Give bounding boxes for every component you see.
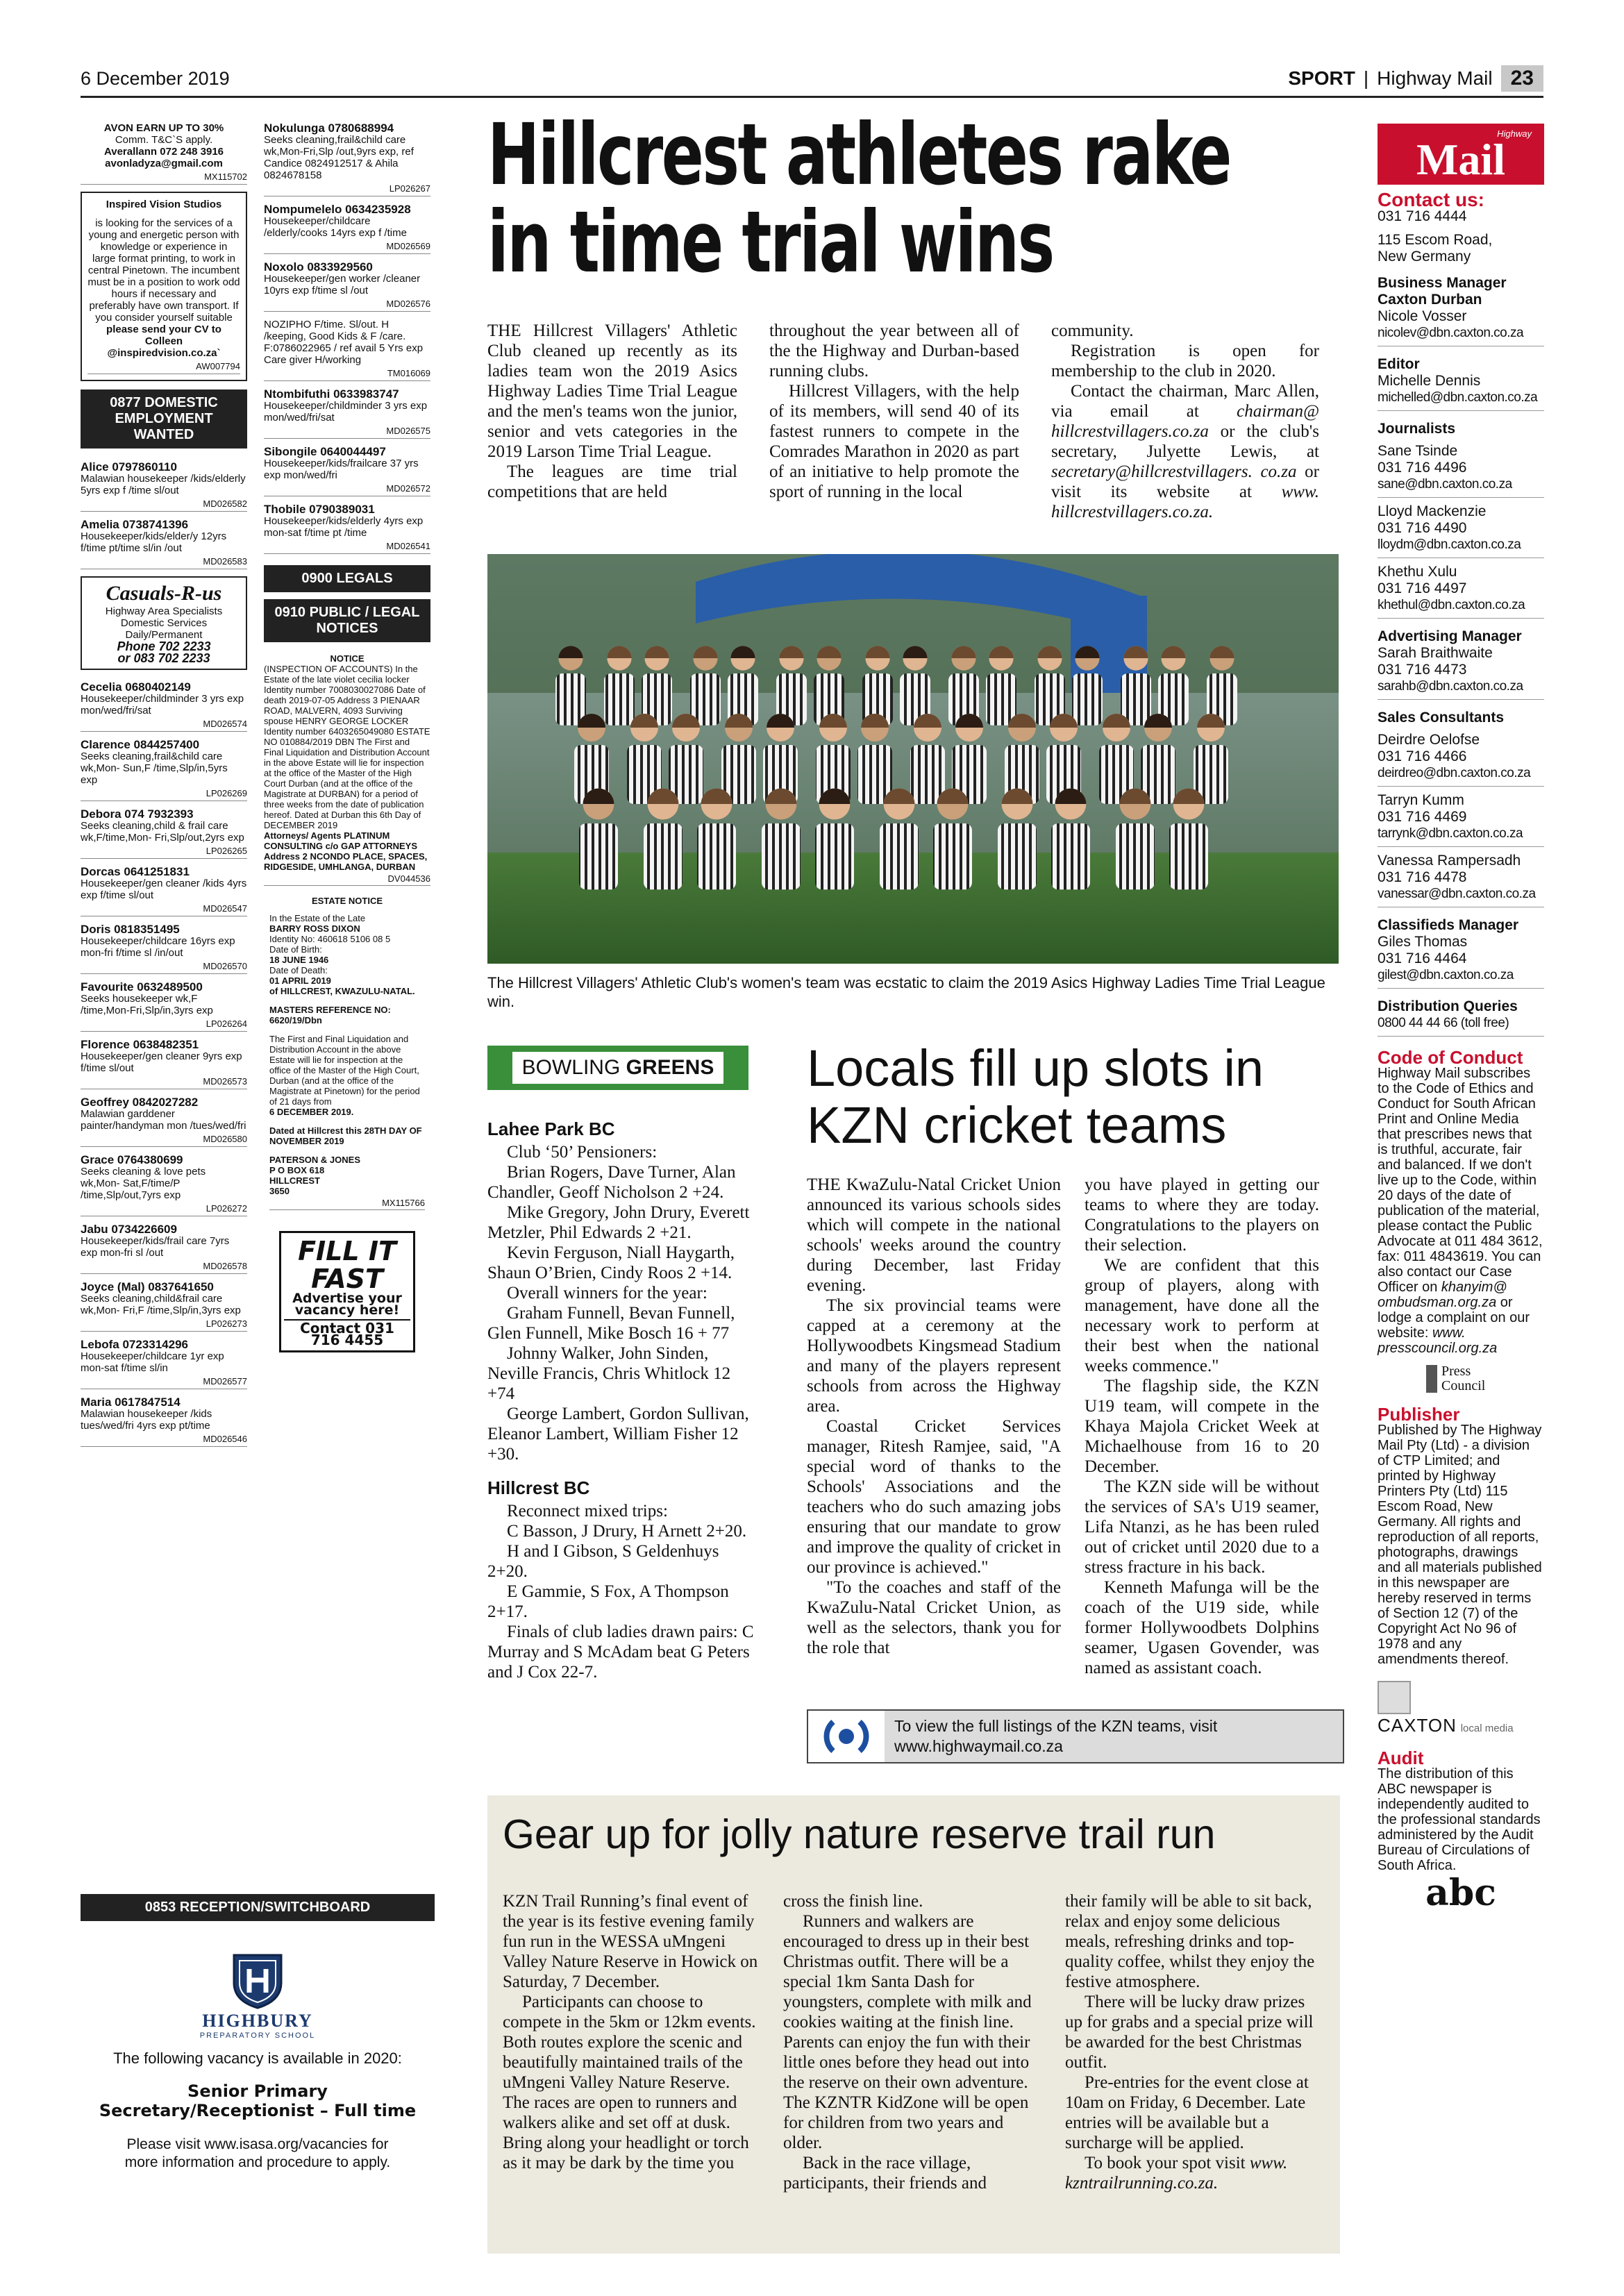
estate-line: P O BOX 618 <box>269 1165 325 1175</box>
main-phone: 031 716 4444 <box>1378 208 1467 224</box>
bowling-results <box>487 1119 758 1682</box>
sales-title: Sales Consultants <box>1378 710 1505 726</box>
classified-entry <box>81 1039 247 1089</box>
entry-text: Housekeeper/gen cleaner /kids 4yrs exp f/time sl/out <box>81 878 247 901</box>
inspired-title: Inspired Vision Studios <box>106 199 222 210</box>
chairman-email[interactable]: chairman@ hillcrestvillagers.co.za <box>1051 402 1319 441</box>
entry-name: Maria 0617847514 <box>81 1396 181 1409</box>
audit-text: The distribution of this ABC newspaper is independently audited to the professional standards administered by the Audit Bureau of Circulations of South Africa. <box>1378 1766 1541 1873</box>
editor-title: Editor <box>1378 356 1420 372</box>
ad-manager-title: Advertising Manager <box>1378 628 1522 644</box>
trail-col1 <box>503 1891 758 2173</box>
ad-manager-name: Sarah Braithwaite <box>1378 645 1493 661</box>
ad-ref: MD026574 <box>81 718 247 732</box>
contact-name: Khethu Xulu <box>1378 564 1457 580</box>
entry-text: Housekeeper/childcare /elderly/cooks 14yrs exp f /time <box>264 215 407 239</box>
ad-ref: MD026583 <box>81 555 247 569</box>
result-line: E Gammie, S Fox, A Thompson 2+17. <box>487 1582 729 1621</box>
avon-ad <box>81 122 247 185</box>
classified-entry <box>81 1281 247 1332</box>
ad-ref: LP026267 <box>264 183 430 196</box>
avon-email: avonladyza@gmail.com <box>105 158 223 169</box>
entry-text: Housekeeper/childminder 3 yrs exp mon/wed/fri/sat <box>81 693 244 717</box>
estate-line: of HILLCREST, KWAZULU-NATAL. <box>269 986 415 996</box>
highbury-position1: Senior Primary <box>187 2081 328 2101</box>
highbury-position2: Secretary/Receptionist – Full time <box>99 2101 417 2120</box>
text-span: Highway Mail subscribes to the Code of Ethics and Conduct for South African Print and Online Media that prescribes news that is truthful, accurate, fair and balanced. If we don't live up to the Code, within 20 days of the date of publication of the material, please contact the Public Advocate at 011 484 3612, fax: 011 4843619. You can also contact our Case Officer on <box>1378 1066 1543 1295</box>
classified-entry <box>264 388 430 439</box>
classified-entry <box>81 866 247 916</box>
classified-entry <box>81 981 247 1032</box>
paper-name: Highway Mail <box>1377 67 1493 89</box>
paragraph: their family will be able to sit back, relax and enjoy some delicious meals, refreshing drinks and top-quality coffee, whilst they enjoy the festive atmosphere. <box>1065 1892 1315 1991</box>
entry-text: Malawian garddener painter/handyman mon /tues/wed/fri <box>81 1108 246 1132</box>
highbury-visit: Please visit www.isasa.org/vacancies for more information and procedure to apply. <box>124 2136 391 2170</box>
lahee-heading: Lahee Park BC <box>487 1118 615 1139</box>
paragraph: throughout the year between all of the the Highway and Durban-based running clubs. <box>769 321 1019 380</box>
estate-line: The First and Final Liquidation and Distribution Account in the above Estate will lie for inspection at the office of the Master of the High Court, Durban (and at the office of the Magistrate at Pinetown) for the period of 21 days from <box>269 1034 420 1107</box>
classified-entry <box>81 1223 247 1274</box>
contact-phone: 031 716 4490 <box>1378 520 1467 536</box>
result-line: Finals of club ladies drawn pairs: C Murray and S McAdam beat G Peters and J Cox 22-7. <box>487 1623 754 1682</box>
contact-email[interactable]: deirdreo@dbn.caxton.co.za <box>1378 765 1544 787</box>
trail-headline: Gear up for jolly nature reserve trail run <box>503 1811 1216 1857</box>
fill-line3: Advertise your vacancy here! <box>292 1291 402 1318</box>
text-span: or the club's secretary, Julyette Lewis, at <box>1051 422 1319 461</box>
cricket-headline <box>807 1040 1264 1154</box>
classified-entry <box>264 446 430 496</box>
fill-it-fast-ad <box>279 1231 415 1352</box>
ad-ref: MD026573 <box>81 1075 247 1089</box>
paragraph: The KZN side will be without the services of SA's U19 seamer, Lifa Ntanzi, as he has been ruled out of cricket until 2020 due to a stress fracture in his back. <box>1085 1477 1319 1577</box>
result-line: Club ‘50’ Pensioners: <box>507 1143 658 1162</box>
classified-entry <box>81 808 247 859</box>
ad-ref: LP026272 <box>81 1203 247 1216</box>
entry-name: Debora 074 7932393 <box>81 807 194 821</box>
avon-title: AVON EARN UP TO 30% <box>103 122 224 134</box>
caxton-logo <box>1378 1681 1544 1737</box>
paragraph: you have played in getting our teams to where they are today. Congratulations to the players on their selection. <box>1085 1175 1319 1255</box>
entry-text: Malawian housekeeper /kids/elderly 5yrs exp f /time sl/out <box>81 473 246 496</box>
bowling-label-b: GREENS <box>626 1056 714 1079</box>
contact-name: Vanessa Rampersadh <box>1378 853 1521 869</box>
entry-text: Housekeeper/childcare 1yr exp mon-sat f/time sl/in <box>81 1350 224 1374</box>
abc-logo: abc <box>1425 1872 1496 1914</box>
team-photo-graphic <box>487 554 1339 964</box>
paragraph: community. <box>1051 321 1134 340</box>
code-of-conduct-title: Code of Conduct <box>1378 1047 1523 1068</box>
result-line: H and I Gibson, S Geldenhuys 2+20. <box>487 1542 719 1581</box>
entry-name: Ntombifuthi 0633983747 <box>264 387 399 401</box>
entry-text: Housekeeper/kids/frailcare 37 yrs exp mon/wed/fri <box>264 458 419 481</box>
club-website-link[interactable]: www. hillcrestvillagers.co.za. <box>1051 483 1319 521</box>
ad-ref: TM016069 <box>264 367 430 381</box>
main-article-col1 <box>487 321 737 502</box>
paragraph: THE Hillcrest Villagers' Athletic Club cleaned up recently as its ladies team won the 2019 Asics Highway Ladies Time Trial League and the men's teams won the junior, senior and vets categories in the 2019 Larson Time Trial League. <box>487 321 737 461</box>
press-text: Press <box>1441 1364 1471 1379</box>
address-line1: 115 Escom Road, <box>1378 232 1493 248</box>
highbury-intro: The following vacancy is available in 2020: <box>113 2050 402 2067</box>
entry-text: Housekeeper/kids/elder/y 12yrs f/time pt/time sl/in /out <box>81 530 227 554</box>
press-council-link[interactable]: www. presscouncil.org.za <box>1378 1325 1498 1356</box>
business-manager-name: Nicole Vosser <box>1378 308 1467 324</box>
estate-notice-title: ESTATE NOTICE <box>311 896 383 906</box>
estate-line: Date of Birth: <box>269 944 322 955</box>
bowling-greens-label <box>512 1052 724 1084</box>
entry-text: Seeks cleaning,child & frail care wk,F/time,Mon- Fri,Slp/out,2yrs exp <box>81 820 244 844</box>
estate-line: 18 JUNE 1946 <box>269 955 329 965</box>
contact-name: Sane Tsinde <box>1378 443 1458 459</box>
paragraph: Back in the race village, participants, their friends and <box>783 2154 987 2193</box>
contact-name: Lloyd Mackenzie <box>1378 503 1487 519</box>
casuals-phone1: Phone 702 2233 <box>117 639 211 653</box>
avon-line1: Comm. T&C`S apply. <box>115 134 213 146</box>
estate-line: MASTERS REFERENCE NO: 6620/19/Dbn <box>269 1005 391 1025</box>
entry-name: Joyce (Mal) 0837641650 <box>81 1280 214 1293</box>
journalists-title: Journalists <box>1378 421 1456 437</box>
main-headline-line2: in time trial wins <box>487 193 1053 292</box>
classified-entry <box>81 1096 247 1147</box>
classified-entry <box>81 1154 247 1216</box>
entry-text: Housekeeper/gen worker /cleaner 10yrs exp f/time sl /out <box>264 273 421 296</box>
paragraph: We are confident that this group of players, along with management, have done all the necessary work to perform at their best when the national weeks commence." <box>1085 1256 1319 1375</box>
contact-heading: Contact us: <box>1378 189 1484 210</box>
ad-ref: LP026264 <box>81 1018 247 1032</box>
entry-name: Nompumelelo 0634235928 <box>264 203 411 216</box>
ombudsman-email[interactable]: khanyim@ ombudsman.org.za <box>1378 1280 1507 1310</box>
entry-name: Nokulunga 0780688994 <box>264 121 394 135</box>
classifieds-manager-email[interactable]: gilest@dbn.caxton.co.za <box>1378 967 1544 989</box>
cricket-col2 <box>1085 1175 1319 1678</box>
classifieds-manager-name: Giles Thomas <box>1378 934 1468 950</box>
page-number: 23 <box>1501 65 1543 92</box>
trail-col2 <box>783 1891 1039 2193</box>
trail-col3 <box>1065 1891 1322 2193</box>
ad-ref: MD026541 <box>264 540 430 554</box>
estate-line: 3650 <box>269 1186 290 1196</box>
audit-title: Audit <box>1378 1748 1424 1768</box>
ad-ref: MD026580 <box>81 1133 247 1147</box>
entry-name: Amelia 0738741396 <box>81 518 189 531</box>
entry-text: Seeks housekeeper wk,F /time,Mon-Fri,Slp/in,3yrs exp <box>81 993 213 1016</box>
paragraph: "To the coaches and staff of the KwaZulu-Natal Cricket Union, as well as the selectors, thank you for the role that <box>807 1578 1061 1657</box>
contact-email[interactable]: vanessar@dbn.caxton.co.za <box>1378 886 1544 907</box>
classified-entry <box>81 1396 247 1447</box>
notice-title: NOTICE <box>330 653 365 664</box>
business-manager-email[interactable]: nicolev@dbn.caxton.co.za <box>1378 325 1544 346</box>
classified-entry <box>81 681 247 732</box>
entry-name: Clarence 0844257400 <box>81 738 200 751</box>
notice-text: (INSPECTION OF ACCOUNTS) In the Estate of the late violet cecilia locker Identity number 7008030027086 Date of death 2019-07-05 Address 3 PIENAAR ROAD, MALVERN, 4093 Surviving spouse HENRY GEORGE LOCKER Identity number 6403265049080 ESTATE NO 010884/2019 DBN The First and Final Liquidation and Distribution Account in the above Estate will lie for inspection at the office of the Master of the High Court Durban (and at the office of the Magistrate at DURBAN) for a period of three weeks from the date of publication hereof. Dated at Durban this 6th Day of DECEMBER 2019 <box>264 664 430 830</box>
entry-name: Geoffrey 0842027282 <box>81 1096 199 1109</box>
logo-text: Mail <box>1416 134 1505 184</box>
paragraph: Participants can choose to compete in the 5km or 12km events. Both routes explore the scenic and beautifully maintained trails of the uMngeni Valley Nature Reserve. The races are open to runners and walkers alike and set off at dusk. Bring along your headlight or torch as it may be dark by the time you <box>503 1993 756 2172</box>
estate-line: 01 APRIL 2019 <box>269 975 331 986</box>
issue-date: 6 December 2019 <box>81 68 230 89</box>
classified-entry <box>264 319 430 381</box>
header-rule <box>81 96 1543 98</box>
casuals-phone2: or 083 702 2233 <box>117 651 210 665</box>
logo-top: Highway <box>1497 128 1532 139</box>
highbury-ad <box>81 1950 435 2247</box>
inspired-cta: please send your CV to Colleen @inspiredvision.co.za` <box>106 324 221 359</box>
cricket-headline-line2: KZN cricket teams <box>807 1096 1227 1154</box>
hillcrest-results <box>487 1501 758 1682</box>
section-head-legals: 0900 LEGALS <box>264 565 430 592</box>
fill-contact: Contact 031 716 4455 <box>284 1319 410 1346</box>
kzn-listings-promo[interactable] <box>807 1709 1344 1763</box>
paragraph: KZN Trail Running’s final event of the year is its festive evening family fun run in the WESSA uMngeni Valley Nature Reserve in Howick on Saturday, 7 December. <box>503 1892 758 1991</box>
promo-link[interactable]: www.highwaymail.co.za <box>894 1737 1063 1755</box>
address-line2: New Germany <box>1378 249 1471 265</box>
paragraph: Kenneth Mafunga will be the coach of the U19 side, while former Hollywoodbets Dolphins seamer, Ugasen Govender, was named as assistant coach. <box>1085 1578 1319 1677</box>
entry-name: Grace 0764380699 <box>81 1153 183 1166</box>
casuals-line3: Daily/Permanent <box>125 629 203 641</box>
entry-name: Cecelia 0680402149 <box>81 680 191 694</box>
casuals-line2: Domestic Services <box>120 617 208 629</box>
entry-name: Alice 0797860110 <box>81 460 177 474</box>
team-photo <box>487 554 1339 964</box>
entries-list-a <box>81 461 247 569</box>
classifieds-column-2 <box>264 122 430 1352</box>
main-headline-line1: Hillcrest athletes rake <box>487 106 1230 204</box>
ad-ref: AW007794 <box>87 360 240 374</box>
press-council-icon <box>1426 1365 1437 1393</box>
contact-email[interactable]: tarrynk@dbn.caxton.co.za <box>1378 826 1544 847</box>
result-line: C Basson, J Drury, H Arnett 2+20. <box>507 1522 747 1541</box>
paragraph: Hillcrest Villagers, with the help of its members, will send 40 of its fastest runners to compete in the Comrades Marathon in 2020 as part of an initiative to help promote the sport of running in the local <box>769 382 1019 501</box>
header-divider: | <box>1363 67 1369 89</box>
classified-entry <box>81 1339 247 1389</box>
hillcrest-heading: Hillcrest BC <box>487 1477 590 1498</box>
ad-ref: LP026273 <box>81 1318 247 1332</box>
result-line: Mike Gregory, John Drury, Everett Metzler, Phil Edwards 2 +21. <box>487 1203 750 1242</box>
notice-inspection <box>264 653 430 886</box>
classified-entry <box>81 923 247 974</box>
lahee-results <box>487 1142 758 1464</box>
estate-line: Date of Death: <box>269 965 328 975</box>
contact-email[interactable]: khethul@dbn.caxton.co.za <box>1378 597 1544 619</box>
estate-line: HILLCREST <box>269 1175 320 1186</box>
estate-deceased: BARRY ROSS DIXON <box>269 923 360 934</box>
classified-entry <box>81 739 247 801</box>
highbury-name: HIGHBURY <box>202 2011 313 2031</box>
estate-line: In the Estate of the Late <box>269 913 366 923</box>
contact-phone: 031 716 4478 <box>1378 869 1467 885</box>
section-label: SPORT <box>1288 67 1355 89</box>
notice-attorneys: Attorneys/ Agents PLATINUM CONSULTING c/o GAP ATTORNEYS Address 2 NCONDO PLACE, SPACES, RIDGESIDE, UMHLANGA, DURBAN <box>264 830 428 872</box>
sidebar-contacts <box>1378 189 1544 1914</box>
result-line: Kevin Ferguson, Niall Haygarth, Shaun O’Brien, Cindy Roos 2 +14. <box>487 1243 735 1282</box>
inspired-vision-ad <box>81 192 247 381</box>
cricket-col1 <box>807 1175 1061 1658</box>
classified-entry <box>81 519 247 569</box>
promo-line1: To view the full listings of the KZN teams, visit <box>894 1717 1218 1735</box>
result-line: Reconnect mixed trips: <box>507 1502 668 1520</box>
highbury-sub: PREPARATORY SCHOOL <box>199 2031 316 2040</box>
ad-ref: LP026265 <box>81 845 247 859</box>
code-of-conduct-text <box>1378 1066 1544 1356</box>
entry-name: Sibongile 0640044497 <box>264 445 386 458</box>
paragraph: Registration is open for membership to the club in 2020. <box>1051 342 1319 380</box>
classified-entry <box>264 503 430 554</box>
distribution-phone: 0800 44 44 66 (toll free) <box>1378 1015 1544 1037</box>
classified-entry <box>264 203 430 254</box>
paragraph: Runners and walkers are encouraged to dress up in their best Christmas outfit. There will be a special 1km Santa Dash for youngsters, complete with milk and cookies waiting at the finish line. Parents can enjoy the fun with their little ones before they head out into the reserve on their own adventure. The KZNTR KidZone will be open for children from two years and older. <box>783 1912 1032 2152</box>
paragraph: Coastal Cricket Services manager, Ritesh Ramjee, said, "A special word of thanks to the Schools' Associations and the teachers who do such amazing jobs ensuring that our mandate to grow and improve the quality of cricket in our province is achieved." <box>807 1417 1061 1577</box>
contact-phone: 031 716 4496 <box>1378 460 1467 476</box>
journalists-list <box>1378 443 1544 619</box>
press-council-logo <box>1426 1364 1544 1393</box>
entry-name: Jabu 0734226609 <box>81 1223 177 1236</box>
estate-line: PATERSON & JONES <box>269 1155 360 1165</box>
entry-text: Seeks cleaning & love pets wk,Mon- Sat,F/time/P /time,Slp/out,7yrs exp <box>81 1166 206 1201</box>
ad-ref: DV044536 <box>264 873 430 886</box>
broadcast-icon <box>808 1711 885 1762</box>
page-header-right <box>1288 65 1543 92</box>
classifieds-column-1 <box>81 122 247 1454</box>
classified-entry <box>264 261 430 312</box>
entry-name: Dorcas 0641251831 <box>81 865 190 878</box>
text-span: or lodge a complaint on our website: <box>1378 1295 1530 1341</box>
entry-text: Seeks cleaning,frail&child care wk,Mon-Fri,Slp /out,9yrs exp, ref Candice 0824912517 & Ahila 0824678158 <box>264 134 414 181</box>
ad-ref: MD026578 <box>81 1260 247 1274</box>
caxton-sub: local media <box>1460 1723 1514 1734</box>
entry-text: Housekeeper/gen cleaner 9yrs exp f/time sl/out <box>81 1050 242 1074</box>
paragraph: There will be lucky draw prizes up for grabs and a special prize will be awarded for the best Christmas outfit. <box>1065 1993 1314 2072</box>
contact-name: Tarryn Kumm <box>1378 792 1464 808</box>
contact-email[interactable]: sane@dbn.caxton.co.za <box>1378 476 1544 498</box>
ad-ref: MD026569 <box>264 240 430 254</box>
ad-ref: MD026546 <box>81 1433 247 1447</box>
section-head-public-notices: 0910 PUBLIC / LEGAL NOTICES <box>264 599 430 642</box>
main-article-col3 <box>1051 321 1319 522</box>
text-span: Contact the chairman, Marc Allen, via email at <box>1051 382 1319 421</box>
paragraph: The leagues are time trial competitions that are held <box>487 462 737 501</box>
inspired-text: is looking for the services of a young and energetic person with knowledge or experience in large format printing, to work in central Pinetown. The incumbent must be in a position to work odd hours if necessary and preferably have own transport. If you consider yourself suitable <box>87 217 240 324</box>
text-span: or visit its website at <box>1051 462 1319 501</box>
fill-line1: FILL IT <box>298 1236 396 1266</box>
bowling-label-a: BOWLING <box>521 1056 621 1079</box>
ad-ref: MD026547 <box>81 903 247 916</box>
entry-text: Housekeeper/childminder 3 yrs exp mon/wed/fri/sat <box>264 400 428 424</box>
trail-website-link[interactable]: www. kzntrailrunning.co.za. <box>1065 2154 1288 2193</box>
avon-phone: Averallann 072 248 3916 <box>103 146 224 158</box>
ad-ref: MD026572 <box>264 483 430 496</box>
ad-ref: MD026582 <box>81 498 247 512</box>
contact-phone: 031 716 4497 <box>1378 580 1467 596</box>
estate-line: Dated at Hillcrest this 28TH DAY OF NOVEMBER 2019 <box>269 1125 422 1146</box>
casuals-logo: Casuals-R-us <box>106 582 222 605</box>
ad-manager-phone: 031 716 4473 <box>1378 662 1467 678</box>
contact-email[interactable]: lloydm@dbn.caxton.co.za <box>1378 537 1544 558</box>
ad-ref: LP026269 <box>81 787 247 801</box>
bowling-greens-banner <box>487 1046 748 1090</box>
ad-ref: MX115766 <box>269 1198 425 1210</box>
estate-line: Identity No: 460618 5106 08 5 <box>269 934 391 944</box>
paragraph: The six provincial teams were capped at a ceremony at the Hollywoodbets Kingsmead Stadium and many of the players represent schools from across the Highway area. <box>807 1296 1061 1416</box>
paragraph: THE KwaZulu-Natal Cricket Union announced its various schools sides which will compete in the national schools' weeks around the country during December, last Friday evening. <box>807 1175 1061 1295</box>
estate-notice <box>264 896 430 1210</box>
business-manager-title: Business Manager Caxton Durban <box>1378 275 1507 308</box>
entry-name: Doris 0818351495 <box>81 923 180 936</box>
caxton-emblem-icon <box>1378 1681 1411 1714</box>
entry-text: Seeks cleaning,frail&child care wk,Mon- Sun,F /time,Slp/in,5yrs exp <box>81 751 228 786</box>
casuals-line1: Highway Area Specialists <box>105 605 223 617</box>
text-span: To book your spot visit <box>1085 2154 1246 2172</box>
ad-ref: MX115702 <box>81 171 247 185</box>
photo-caption: The Hillcrest Villagers' Athletic Club's women's team was ecstatic to claim the 2019 Asics Highway Ladies Time Trial League win. <box>487 974 1325 1010</box>
paragraph: cross the finish line. <box>783 1892 923 1911</box>
entry-name: Favourite 0632489500 <box>81 980 203 994</box>
entry-name: Noxolo 0833929560 <box>264 260 373 274</box>
classifieds-manager-phone: 031 716 4464 <box>1378 950 1467 966</box>
section-head-domestic: 0877 DOMESTIC EMPLOYMENT WANTED <box>81 389 247 449</box>
section-head-reception: 0853 RECEPTION/SWITCHBOARD <box>81 1894 435 1921</box>
distribution-title: Distribution Queries <box>1378 998 1518 1014</box>
entry-text: Housekeeper/childcare 16yrs exp mon-fri f/time sl /in/out <box>81 935 235 959</box>
highbury-crest-icon <box>228 1952 287 2011</box>
entry-name: Florence 0638482351 <box>81 1038 199 1051</box>
main-headline <box>487 106 1230 292</box>
estate-line: 6 DECEMBER 2019. <box>269 1107 354 1117</box>
ad-ref: MD026575 <box>264 425 430 439</box>
result-line: Brian Rogers, Dave Turner, Alan Chandler, Geoff Nicholson 2 +24. <box>487 1163 736 1202</box>
entries-list-c <box>264 122 430 554</box>
council-text: Council <box>1441 1378 1486 1393</box>
result-line: Johnny Walker, John Sinden, Neville Francis, Chris Whitlock 12 +74 <box>487 1344 731 1403</box>
contact-phone: 031 716 4466 <box>1378 748 1467 764</box>
entry-text: Malawian housekeeper /kids tues/wed/fri 4yrs exp pt/time <box>81 1408 212 1432</box>
publisher-title: Publisher <box>1378 1404 1460 1425</box>
editor-email[interactable]: michelled@dbn.caxton.co.za <box>1378 389 1544 411</box>
entry-text: Housekeeper/kids/elderly 4yrs exp mon-sat f/time pt /time <box>264 515 424 539</box>
classifieds-manager-title: Classifieds Manager <box>1378 917 1519 933</box>
highway-mail-logo <box>1378 124 1544 185</box>
paragraph: The flagship side, the KZN U19 team, will compete in the Khaya Majola Cricket Week at Michaelhouse from 16 to 20 December. <box>1085 1377 1319 1476</box>
entries-list-b <box>81 681 247 1447</box>
casuals-ad <box>81 576 247 670</box>
editor-name: Michelle Dennis <box>1378 373 1481 389</box>
sales-list <box>1378 732 1544 907</box>
entry-name: Lebofa 0723314296 <box>81 1338 188 1351</box>
ad-manager-email[interactable]: sarahb@dbn.caxton.co.za <box>1378 678 1544 700</box>
result-line: Overall winners for the year: <box>507 1284 708 1302</box>
entry-name: Thobile 0790389031 <box>264 503 375 516</box>
fill-line2: FAST <box>311 1264 383 1294</box>
entry-text: NOZIPHO F/time. Sl/out. H /keeping, Good Kids & F /care. F:0786022965 / ref avail 5 Yrs exp Care giver H/working <box>264 319 424 366</box>
contact-name: Deirdre Oelofse <box>1378 732 1480 748</box>
publisher-text: Published by The Highway Mail Pty (Ltd) - a division of CTP Limited; and printed by Highway Printers Pty (Ltd) 115 Escom Road, New Germany. All rights and reproduction of all reports, photographs, drawings and all materials published in this newspaper are hereby reserved in terms of Section 12 (7) of the Copyright Act No 96 of 1978 and any amendments thereof. <box>1378 1423 1542 1667</box>
entry-text: Housekeeper/kids/frail care 7yrs exp mon-fri sl /out <box>81 1235 230 1259</box>
secretary-email[interactable]: secretary@hillcrestvillagers. co.za <box>1051 462 1297 481</box>
caxton-text: CAXTON <box>1378 1715 1457 1736</box>
promo-text <box>885 1711 1343 1762</box>
classified-entry <box>81 461 247 512</box>
cricket-headline-line1: Locals fill up slots in <box>807 1039 1264 1097</box>
ad-ref: MD026570 <box>81 960 247 974</box>
result-line: Graham Funnell, Bevan Funnell, Glen Funnell, Mike Bosch 16 + 77 <box>487 1304 735 1343</box>
main-article-col2 <box>769 321 1019 502</box>
ad-ref: MD026577 <box>81 1375 247 1389</box>
classified-entry <box>264 122 430 196</box>
ad-ref: MD026576 <box>264 298 430 312</box>
entry-text: Seeks cleaning,child&frail care wk,Mon- Fri,F /time,Slp/in,3yrs exp <box>81 1293 241 1316</box>
contact-phone: 031 716 4469 <box>1378 809 1467 825</box>
result-line: George Lambert, Gordon Sullivan, Eleanor Lambert, William Fisher 12 +30. <box>487 1405 749 1464</box>
paragraph: Pre-entries for the event close at 10am on Friday, 6 December. Late entries will be available but a surcharge will be applied. <box>1065 2073 1309 2152</box>
